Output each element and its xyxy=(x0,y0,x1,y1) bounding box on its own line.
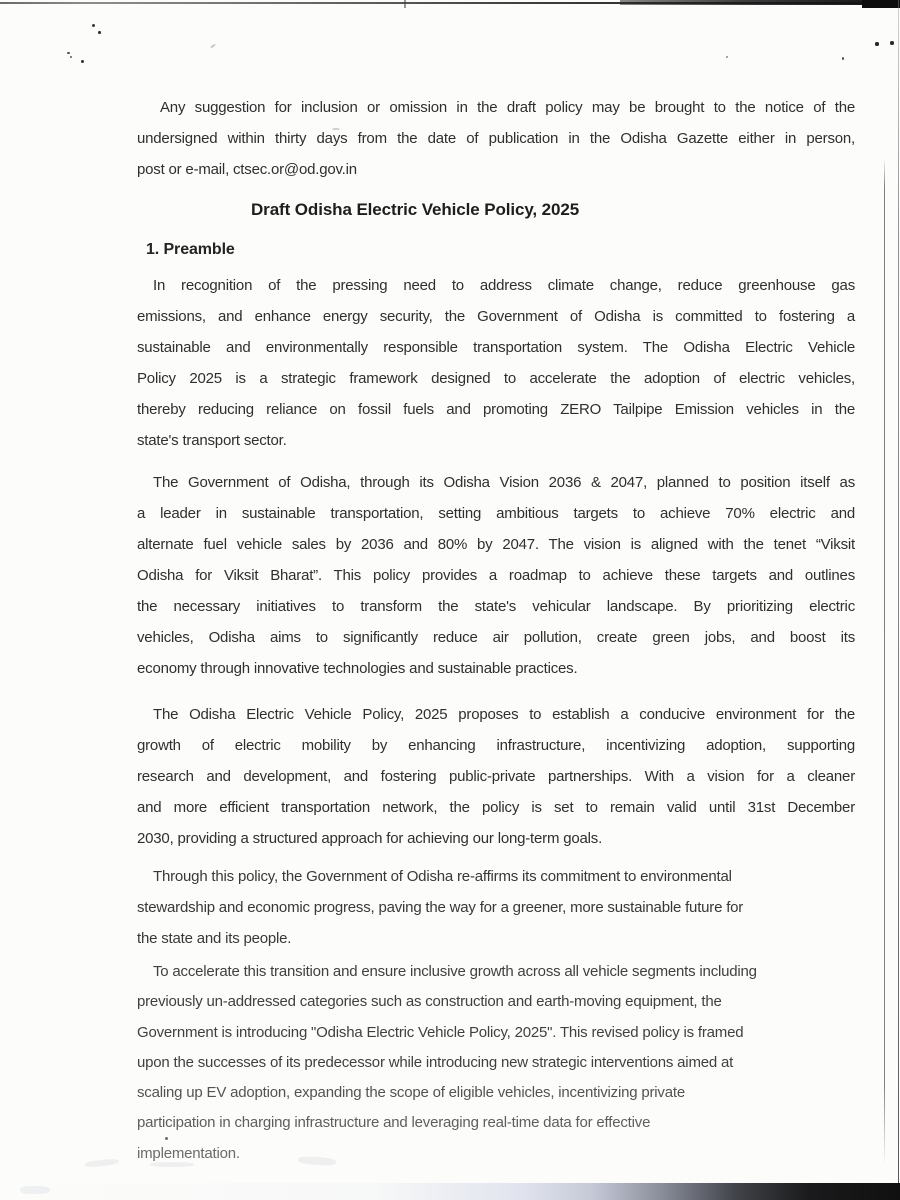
paragraph-line: the state and its people. xyxy=(137,930,292,947)
paragraph-line: vehicles, Odisha aims to significantly reduce air pollution, create green jobs, and boost its xyxy=(137,629,855,646)
paragraph-line: Policy 2025 is a strategic framework designed to accelerate the adoption of electric vehicles, xyxy=(137,370,855,387)
paragraph-line: participation in charging infrastructure and leveraging real-time data for effective xyxy=(137,1114,651,1132)
vision-paragraph xyxy=(137,467,855,684)
proposes-paragraph xyxy=(137,699,855,854)
scan-smudge xyxy=(20,1186,50,1194)
scan-speck xyxy=(98,31,101,34)
paragraph-line: scaling up EV adoption, expanding the scope of eligible vehicles, incentivizing private xyxy=(137,1084,685,1102)
scan-speck xyxy=(165,1137,168,1140)
paragraph-line: Government is introducing "Odisha Electric Vehicle Policy, 2025". This revised policy is framed xyxy=(137,1023,744,1041)
paragraph-line: and more efficient transportation network, the policy is set to remain valid until 31st December xyxy=(137,799,855,816)
accelerate-paragraph xyxy=(137,957,855,1169)
paragraph-line: a leader in sustainable transportation, setting ambitious targets to achieve 70% electric and xyxy=(137,505,855,522)
scan-bottom-shadow-bar xyxy=(0,1183,900,1200)
scan-right-edge-line xyxy=(898,0,900,1200)
scan-top-right-corner-bar xyxy=(862,0,900,8)
scan-speck xyxy=(842,57,844,60)
paragraph-line: implementation. xyxy=(137,1144,240,1162)
notice-paragraph xyxy=(137,92,855,185)
paragraph-line: The Government of Odisha, through its Odisha Vision 2036 & 2047, planned to position itself as xyxy=(153,474,855,491)
scan-top-edge-shadow xyxy=(620,0,900,5)
scan-speck xyxy=(890,41,894,45)
paragraph-line: state's transport sector. xyxy=(137,432,287,449)
scan-speck xyxy=(332,128,340,130)
scan-smudge xyxy=(150,1162,194,1167)
paragraph-line: thereby reducing reliance on fossil fuels and promoting ZERO Tailpipe Emission vehicles in the xyxy=(137,401,855,418)
paragraph-line: sustainable and environmentally responsible transportation system. The Odisha Electric Vehicle xyxy=(137,339,855,356)
scan-top-edge-line xyxy=(0,2,900,4)
paragraph-line: growth of electric mobility by enhancing infrastructure, incentivizing adoption, supporting xyxy=(137,737,855,754)
scan-speck xyxy=(81,60,84,63)
paragraph-line: 2030, providing a structured approach for achieving our long-term goals. xyxy=(137,830,603,847)
paragraph-line: the necessary initiatives to transform the state's vehicular landscape. By prioritizing electric xyxy=(137,598,855,615)
preamble-paragraph xyxy=(137,270,855,456)
scan-smudge xyxy=(85,1158,119,1168)
paragraph-line: previously un-addressed categories such as construction and earth-moving equipment, the xyxy=(137,993,722,1011)
document-title: Draft Odisha Electric Vehicle Policy, 2025 xyxy=(251,200,580,219)
section-heading-preamble: 1. Preamble xyxy=(146,241,235,258)
commitment-paragraph xyxy=(137,861,855,954)
paragraph-line: research and development, and fostering public-private partnerships. With a vision for a cleaner xyxy=(137,768,855,785)
paragraph-line: The Odisha Electric Vehicle Policy, 2025 proposes to establish a conducive environment for the xyxy=(153,706,855,723)
paragraph-line: Through this policy, the Government of Odisha re-affirms its commitment to environmental xyxy=(153,868,732,885)
paragraph-line: stewardship and economic progress, paving the way for a greener, more sustainable future for xyxy=(137,899,744,916)
paragraph-line: undersigned within thirty days from the date of publication in the Odisha Gazette either in person, xyxy=(137,130,855,147)
paragraph-line: post or e-mail, ctsec.or@od.gov.in xyxy=(137,161,357,178)
scan-speck xyxy=(210,43,216,48)
scan-vertical-streak xyxy=(884,158,885,1166)
scan-speck xyxy=(726,56,728,58)
paragraph-line: emissions, and enhance energy security, the Government of Odisha is committed to fostering a xyxy=(137,308,855,325)
paragraph-line: economy through innovative technologies and sustainable practices. xyxy=(137,660,578,677)
paragraph-line: upon the successes of its predecessor while introducing new strategic interventions aimed at xyxy=(137,1053,734,1071)
paragraph-line: Odisha for Viksit Bharat”. This policy provides a roadmap to achieve these targets and outlines xyxy=(137,567,855,584)
scan-speck xyxy=(70,56,72,58)
paragraph-line: Any suggestion for inclusion or omission in the draft policy may be brought to the notice of the xyxy=(160,99,855,116)
scan-speck xyxy=(92,24,95,27)
scan-speck xyxy=(875,42,879,46)
paragraph-line: alternate fuel vehicle sales by 2036 and 80% by 2047. The vision is aligned with the tenet “Viksit xyxy=(137,536,855,553)
paragraph-line: To accelerate this transition and ensure inclusive growth across all vehicle segments including xyxy=(153,963,757,980)
paragraph-line: In recognition of the pressing need to address climate change, reduce greenhouse gas xyxy=(153,277,855,294)
scan-top-tick-mark xyxy=(404,0,406,8)
scan-speck xyxy=(67,52,70,54)
